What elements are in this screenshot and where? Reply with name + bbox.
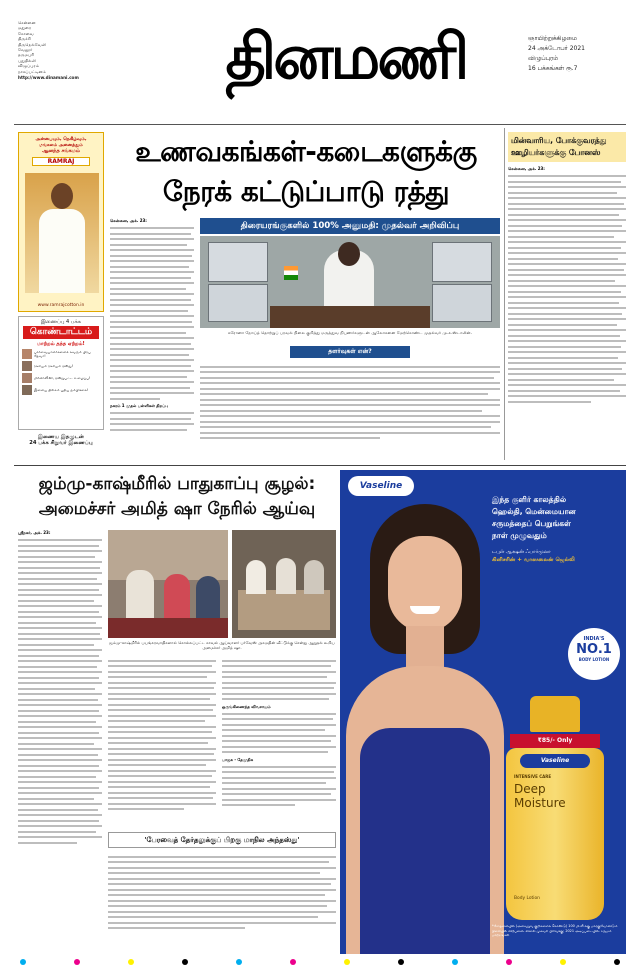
jk-photo-caption: ஜம்மு-காஷ்மீரில் பயங்கரவாதிகளால் கொல்லப்பட்ட காவல் ஆய்வாளர் பர்வேஸ் அகமதின் வீட்டுக்கு சென்று ஆறுதல் கூறிய அமைச்சர் அமித் ஷா.: [109, 640, 335, 651]
person-seated: [126, 570, 154, 620]
carpet: [108, 618, 228, 638]
issue-day: ஞாயிற்றுக்கிழமை: [528, 35, 577, 42]
price-tag: ₹85/- Only: [510, 734, 600, 748]
statehood-body: [108, 852, 336, 950]
bottle-line-4: Body Lotion: [514, 896, 540, 901]
screen-panel: [432, 284, 492, 322]
masthead-rule: [14, 124, 626, 125]
lead-headline-line-1: உணவகங்கள்-கடைகளுக்கு: [135, 135, 477, 168]
kondattam-item-label: இளைய திலகம் புதிய நம்பிக்கை!: [34, 387, 89, 392]
schools-box-title: நகரம் 1 முதல் பள்ளிகள் திறப்பு: [110, 403, 169, 409]
lead-intro-column: [110, 218, 194, 462]
model-head: [51, 183, 73, 209]
bottle-cap: [530, 696, 580, 732]
cm-photo-caption: கரோனா நோய்த் தொற்றுப் பரவல் நிலை குறித்து மருத்துவ நிபுணர்களுடன் ஆலோசனை மேற்கொண்ட முதல்வர் மு.க.ஸ்டாலின்.: [227, 330, 473, 335]
model-photo: [340, 496, 510, 954]
city: வேலூர்: [18, 47, 33, 53]
black-mark: [398, 959, 404, 965]
item-thumb: [22, 361, 32, 371]
bottle-brand: Vaseline: [520, 754, 590, 768]
ramraj-tagline-1: அன்பையும், நெகிழ்வும்,: [35, 137, 87, 142]
model-body: [39, 209, 85, 293]
jk-body-col-3: [222, 656, 336, 828]
item-thumb: [22, 349, 32, 359]
black-mark: [614, 959, 620, 965]
vaseline-logo: Vaseline: [348, 476, 414, 496]
registration-marks: [20, 958, 620, 966]
bonus-dateline: சென்னை, அக். 23:: [508, 166, 545, 171]
ad-tagline-1: இந்த குளிர் காலத்தில்: [492, 495, 567, 504]
issue-pages-price: 16 பக்கங்கள் ரூ.7: [528, 65, 578, 72]
model-dress: [360, 728, 490, 954]
screen-panel: [208, 284, 268, 322]
city: சென்னை: [18, 20, 36, 25]
kondattam-intro: இணைப்பு 4 பக்க: [41, 319, 81, 325]
bottle-line-3: Moisture: [514, 796, 566, 810]
bonus-body: [508, 166, 626, 462]
jk-subhead-2: பாஜக - தேமுதிக: [222, 756, 254, 762]
city: திருச்சி: [18, 36, 31, 42]
kondattam-item: [22, 385, 100, 395]
magenta-mark: [290, 959, 296, 965]
magenta-mark: [74, 959, 80, 965]
theatre-banner[interactable]: திரையரங்குகளில் 100% அனுமதி: முதல்வர் அறிவிப்பு: [200, 218, 500, 234]
bonus-headline-line-1: மின்வாரிய, போக்குவரத்து: [511, 136, 607, 145]
badge-bottom: BODY LOTION: [578, 657, 610, 662]
badge-no: NO.1: [576, 642, 612, 657]
edition-cities: [18, 20, 98, 80]
kondattam-item: [22, 361, 100, 371]
kondattam-item-label: பார்வையாளர்களைக் கவரும் பிரபு தேவா!: [34, 349, 91, 358]
screen-panel: [208, 242, 268, 282]
city: தருமபுரி: [18, 52, 35, 58]
supplement-line-1: இணைய இதழுடன்: [38, 434, 84, 440]
cyan-mark: [236, 959, 242, 965]
bonus-headline[interactable]: [508, 132, 626, 162]
kondattam-item-label: மிர்னாலினி, ஒன்றுபட்ட உழைப்பு!: [34, 375, 91, 380]
formula-line-2: கிளிசரின் + வாஸலைன் ஜெல்லி: [492, 557, 575, 563]
black-mark: [182, 959, 188, 965]
ad-tagline-2: ஹெல்தி, மென்மையான: [492, 507, 576, 516]
india-flag: [284, 266, 298, 280]
formula-line-1: டபுள் ஆக்ஷன் ஃபார்முலா: [492, 549, 551, 555]
model-smile: [410, 606, 440, 614]
kondattam-promo[interactable]: [18, 316, 104, 430]
children-supplement-note: [18, 434, 104, 446]
city: விழுப்புரம்: [18, 63, 40, 69]
yellow-mark: [344, 959, 350, 965]
jk-subhead-1: ஒருங்கிணைந்த விவசாயம்: [222, 703, 271, 709]
table: [238, 590, 330, 630]
kondattam-subtitle: மாற்றம் தந்த ஏற்றம்!: [37, 341, 85, 347]
kondattam-title: கொண்டாட்டம்: [23, 326, 99, 339]
ramraj-site[interactable]: www.ramrajcotton.in: [37, 303, 85, 308]
website-url[interactable]: http://www.dinamani.com: [18, 75, 79, 81]
kondattam-item: [22, 373, 100, 383]
ramraj-model-photo: [25, 173, 99, 293]
statehood-headline[interactable]: 'பேரவைத் தேர்தலுக்குப் பிறகு மாநில அந்தஸ்து': [108, 832, 336, 848]
security-meeting-photo: [232, 530, 336, 638]
lotion-bottle: [506, 696, 604, 920]
vaseline-ad[interactable]: [340, 470, 626, 954]
fold-rule: [14, 465, 626, 466]
yellow-mark: [560, 959, 566, 965]
yellow-mark: [128, 959, 134, 965]
lead-dateline: சென்னை, அக். 23:: [110, 218, 147, 223]
person-seated: [164, 574, 190, 620]
city: நாகப்பட்டினம்: [18, 68, 46, 74]
person-seated: [196, 576, 220, 620]
model-face: [388, 536, 462, 632]
wall: [108, 530, 228, 580]
jk-body-col-1: [18, 530, 102, 874]
relaxations-subhead: தளர்வுகள் என்?: [290, 346, 410, 358]
ad-footer: *சோதனையில் (அளவறுவு குறிகளைக் கொண்டு) 100 மி.லி.க்கு மாரகுவோவிடும் நிலையில் விற்பனை. விலை முகவரி பிரிவுக்கு; 2021 அடிப்படையில். சருமம் மாற்றங்கள்: [492, 924, 618, 938]
cm-meeting-photo: [200, 236, 500, 328]
city: மதுரை: [18, 25, 32, 31]
ad-tagline: [492, 494, 622, 564]
ramraj-tagline-3: ஆனந்த சங்கமம்: [42, 148, 80, 154]
cyan-mark: [452, 959, 458, 965]
issue-edition: விழுப்புரம்: [528, 55, 559, 62]
cyan-mark: [20, 959, 26, 965]
jk-headline-line-1: ஜம்மு-காஷ்மீரில் பாதுகாப்பு சூழல்:: [38, 474, 316, 494]
bonus-headline-line-2: ஊழியர்களுக்கு போனஸ்: [511, 148, 601, 157]
jk-dateline: ஸ்ரீநகர், அக். 23:: [18, 530, 51, 535]
lead-right-rule: [504, 128, 505, 460]
supplement-line-2: 24 பக்க சிறுவர் இணைப்பு: [29, 440, 93, 446]
ramraj-ad[interactable]: [18, 132, 104, 312]
badge-top: INDIA'S: [583, 636, 605, 642]
lead-body: [200, 362, 500, 462]
kondattam-item: [22, 349, 100, 359]
item-thumb: [22, 385, 32, 395]
jk-body-col-2: [108, 656, 216, 828]
screen-panel: [432, 242, 492, 282]
attendee: [304, 560, 324, 594]
jk-headline[interactable]: [18, 472, 336, 522]
ramraj-tagline-2: மங்கலம் அனைத்தும்: [39, 143, 83, 148]
desk: [270, 306, 430, 328]
issue-info: [528, 34, 638, 74]
amit-shah-photo: [108, 530, 228, 638]
ad-tagline-3: சருமத்தைப் பெறுங்கள்: [492, 519, 571, 528]
cm-head: [338, 242, 360, 266]
masthead-logo: தினமணி: [225, 20, 467, 93]
kondattam-item-label: ரகசியம் ரகசியம் ஒன்று!: [34, 363, 74, 368]
lead-headline-line-2: நேரக் கட்டுப்பாடு ரத்து: [162, 175, 450, 208]
attendee: [246, 560, 266, 594]
no1-badge: [568, 628, 620, 680]
attendee: [276, 558, 296, 594]
city: புதுதில்லி: [18, 57, 36, 63]
bottle-line-1: INTENSIVE CARE: [514, 774, 552, 779]
bottle-line-2: Deep: [514, 782, 546, 796]
item-thumb: [22, 373, 32, 383]
issue-date: 24 அக்டோபர் 2021: [528, 45, 585, 52]
jk-headline-line-2: அமைச்சர் அமித் ஷா நேரில் ஆய்வு: [38, 499, 316, 519]
lead-headline[interactable]: [110, 132, 502, 212]
magenta-mark: [506, 959, 512, 965]
ramraj-logo: RAMRAJ: [32, 157, 90, 166]
ad-tagline-4: நாள் முழுவதும்: [492, 531, 547, 540]
city: திருநெல்வேலி: [18, 41, 46, 47]
city: கோவை: [18, 30, 34, 36]
